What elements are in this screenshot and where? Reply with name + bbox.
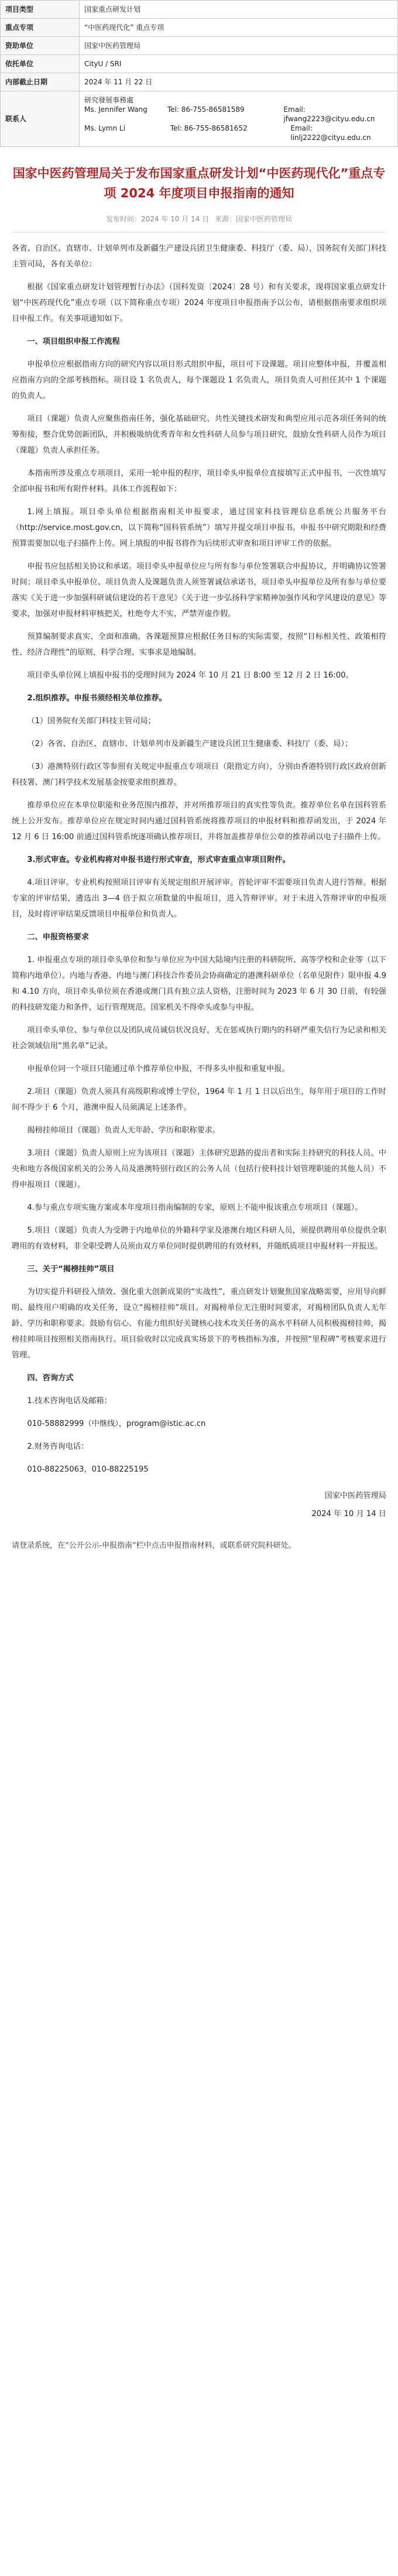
paragraph: 国家中医药管理局 <box>324 1491 386 1500</box>
info-row <box>1 55 398 73</box>
section-heading: 一、项目组织申报工作流程 <box>27 337 120 346</box>
paragraph: 010-58882999（中继线），program@istic.ac.cn <box>27 1419 206 1428</box>
info-row <box>1 19 398 37</box>
contact-line <box>84 124 393 142</box>
paragraph: 推荐单位应在本单位职能和业务范围内推荐，并对所推荐项目的真实性等负责。推荐单位名单在国科管系统上公开发布。推荐单位应在规定时间内通过国科管系统将推荐项目的申报材料和推荐函发出，于 2024 年 12 月 6 日 16:00 前通过国科管系统逐项确认推荐项目，并将加盖推荐单位公章的推荐函以电子扫描件上传。 <box>12 801 386 841</box>
article-meta <box>0 214 398 224</box>
paragraph: 2.财务咨询电话： <box>27 1442 89 1451</box>
publish-source: 来源：国家中医药管理局 <box>214 215 292 223</box>
info-key: 重点专项 <box>1 19 80 37</box>
article-body <box>0 241 398 1522</box>
info-key: 项目类型 <box>1 1 80 19</box>
info-row <box>1 73 398 91</box>
project-info-body <box>1 1 398 147</box>
info-row <box>1 1 398 19</box>
paragraph: 1.网上填报。项目牵头单位根据指南相关申报要求，通过国家科技管理信息系统公共服务平台（http://service.most.gov.cn，以下简称“国科管系统”）填写并提交项目申报书。申报书中研究期限和经费预算需要加以电子扫描件上传。网上填报的申报书将作为后续形式审查和项目评审工作的依据。 <box>12 508 386 548</box>
project-info-table <box>0 0 398 147</box>
contact-key: 联系人 <box>1 91 80 147</box>
paragraph: 预算编制要求真实、全面和准确。各课题预算应根据任务目标的实际需要，按照“目标相关性、政策相符性、经济合理性”的原则，科学合理、实事求是地编制。 <box>12 632 386 657</box>
paragraph: 项目牵头单位网上填报申报书的受理时间为 2024 年 10 月 21 日 8:00 至 12 月 2 日 16:00。 <box>27 671 354 680</box>
footer-note: 请登录系统，在“公开公示-申报指南”栏中点击申报指南材料，或联系研究院科研处。 <box>12 1541 296 1550</box>
contact-phone: Tel: 86-755-86581589 <box>167 105 245 114</box>
section-heading: 四、咨询方式 <box>27 1374 74 1383</box>
paragraph: 项目（课题）负责人应聚焦指南任务，强化基础研究、共性关键技术研发和典型应用示范各项任务间的统筹衔接，整合优势创新团队，并积极吸纳优秀青年和女性科研人员参与项目研究，鼓励女性科研人员作为项目（课题）负责人承担任务。 <box>12 415 386 455</box>
publish-date: 发布时间：2024 年 10 月 14 日 <box>106 215 210 223</box>
contact-line <box>84 105 393 124</box>
info-key: 依托单位 <box>1 55 80 73</box>
paragraph: （2）各省、自治区、直辖市、计划单列市及新疆生产建设兵团卫生健康委、科技厅（委、局）； <box>27 740 353 748</box>
paragraph: 揭榜挂帅项目（课题）负责人无年龄、学历和职称要求。 <box>27 1126 221 1135</box>
contact-value <box>80 91 398 147</box>
paragraph: 为切实提升科研投入绩效、强化重大创新成果的“实战性”，重点研发计划聚焦国家战略需要，应用导向鲜明、最终用户明确的攻关任务，设立“揭榜挂帅”项目。对揭榜单位无注册时间要求，对揭榜团队负责人无年龄、学历和职称要求。鼓励有信心、有能力组织好关键核心技术攻关任务的高水平科研人员积极揭榜挂帅，揭榜挂帅项目按照相关指南执行。项目验收时以完成真实场景下的考核指标为准，并按照“里程碑”考核要求进行管理。 <box>12 1288 386 1360</box>
section-heading: 二、申报资格要求 <box>27 933 89 942</box>
paragraph: 本指南所涉及重点专项项目，采用一轮申报的程序，项目牵头申报单位直接填写正式申报书，一次性填写全部申报书和所有附件材料。具体工作流程如下： <box>12 469 386 494</box>
section-heading: 2.组织推荐。申报书须经相关单位推荐。 <box>27 694 167 703</box>
paragraph: 各省、自治区、直辖市、计划单列市及新疆生产建设兵团卫生健康委、科技厅（委、局），国务院有关部门科技主管司局，各有关单位： <box>12 244 386 269</box>
contact-phone: Tel: 86-755-86581652 <box>170 124 248 132</box>
paragraph: （1）国务院有关部门科技主管司局； <box>27 717 156 726</box>
article-title: 国家中医药管理局关于发布国家重点研发计划“中医药现代化”重点专项 2024 年度项目申报指南的通知 <box>12 166 386 200</box>
info-key: 内部截止日期 <box>1 73 80 91</box>
contact-row <box>1 91 398 147</box>
paragraph: 项目牵头单位、参与单位以及团队成员诚信状况良好，无在惩戒执行期内的科研严重失信行为记录和相关社会领域信用“黑名单”记录。 <box>12 1026 386 1051</box>
paragraph: 4.项目评审。专业机构按照项目评审有关规定组织开展评审。首轮评审不需要项目负责人进行答辩。根据专家的评审结果，遴选出 3—4 倍于拟立项数量的申报项目，进入答辩评审。对于未进入答辩评审的申报项目，及时将评审结果反馈项目申报单位和负责人。 <box>12 878 386 919</box>
paragraph: 申报单位同一个项目只能通过单个推荐单位申报，不得多头申报和重复申报。 <box>27 1065 290 1073</box>
paragraph: 2.项目（课题）负责人须具有高级职称或博士学位，1964 年 1 月 1 日以后出生，每年用于项目的工作时间不得少于 6 个月，港澳申报人员须满足上述条件。 <box>12 1087 386 1112</box>
paragraph: 4.参与重点专项实施方案或本年度项目指南编制的专家，原则上不能申报该重点专项项目（课题）。 <box>27 1203 363 1212</box>
section-heading: 三、关于“揭榜挂帅”项目 <box>27 1265 115 1274</box>
info-value: 国家重点研发计划 <box>80 1 398 19</box>
contact-email[interactable]: Email: jfwang2223@cityu.edu.cn <box>283 105 375 123</box>
contact-org: 研究發展事務處 <box>84 96 134 104</box>
paragraph: 2024 年 10 月 14 日 <box>311 1510 386 1518</box>
info-value: 2024 年 11 月 22 日 <box>80 73 398 91</box>
paragraph: 1.技术咨询电话及邮箱： <box>27 1397 112 1405</box>
paragraph: 根据《国家重点研发计划管理暂行办法》（国科发资〔2024〕28 号）和有关要求，现将国家重点研发计划“中医药现代化”重点专项（以下简称重点专项）2024 年度项目申报指南予以公布，请根据指南要求组织项目申报工作。有关事项通知如下。 <box>12 283 386 323</box>
paragraph: 申报书应包括相关协议和承诺。项目牵头申报单位应与所有参与单位签署联合申报协议，并明确协议签署时间；项目牵头申报单位、项目负责人及课题负责人须签署诚信承诺书，项目牵头申报单位及所有参与单位要落实《关于进一步加强科研诚信建设的若干意见》《关于进一步弘扬科学家精神加强作风和学风建设的意见》等要求，加强对申报材料审核把关，杜绝夸大不实，严禁弄虚作假。 <box>12 562 386 618</box>
paragraph: 3.项目（课题）负责人原则上应为该项目（课题）主体研究思路的提出者和实际主持研究的科技人员。中央和地方各级国家机关的公务人员及港澳特别行政区的公务人员（包括行使科技计划管理职能的其他人员）不得申报项目（课题）。 <box>12 1149 386 1189</box>
info-value: “中医药现代化” 重点专项 <box>80 19 398 37</box>
paragraph: 1. 申报重点专项的项目牵头单位和参与单位应为中国大陆境内注册的科研院所、高等学校和企业等（以下简称内地单位）。内地与香港、内地与澳门科技合作委员会协商确定的港澳科研单位（名单见附件）限申报 4.9 和 4.10 方向，项目牵头单位须在香港或澳门具有独立法人资格，注册时间为 2023 年 6 月 30 日前，有较强的科技研发能力和条件，运行管理规范。国家机关不得牵头或参与申报。 <box>12 956 386 1012</box>
paragraph: 申报单位应根据指南方向的研究内容以项目形式组织申报，项目可下设课题。项目应整体申报，并覆盖相应指南方向的全部考核指标。项目设 1 名负责人，每个课题设 1 名负责人，项目负责人可担任其中 1 个课题的负责人。 <box>12 360 386 401</box>
section-heading: 3.形式审查。专业机构将对申报书进行形式审查，形式审查重点审项目附件。 <box>27 856 290 864</box>
paragraph: 010-88225063，010-88225195 <box>27 1465 149 1474</box>
info-value: CityU / SRI <box>80 55 398 73</box>
contact-email[interactable]: Email: linlj2222@cityu.edu.cn <box>290 124 371 142</box>
paragraph: （3）港澳特别行政区等参照有关规定申报重点专项项目（限指定方向），分别由香港特别行政区政府创新科技署、澳门科学技术发展基金按要求组织推荐。 <box>12 762 386 787</box>
contact-name: Ms. Jennifer Wang <box>84 105 147 114</box>
info-row <box>1 37 398 55</box>
info-value: 国家中医药管理局 <box>80 37 398 55</box>
contact-name: Ms. Lymn Li <box>84 124 126 132</box>
info-key: 资助单位 <box>1 37 80 55</box>
paragraph: 5.项目（课题）负责人为受聘于内地单位的外籍科学家及港澳台地区科研人员，须提供聘用单位提供全职聘用的有效材料，非全职受聘人员须由双方单位同时提供聘用的有效材料，并随纸质项目申报材料一并报送。 <box>12 1226 386 1251</box>
